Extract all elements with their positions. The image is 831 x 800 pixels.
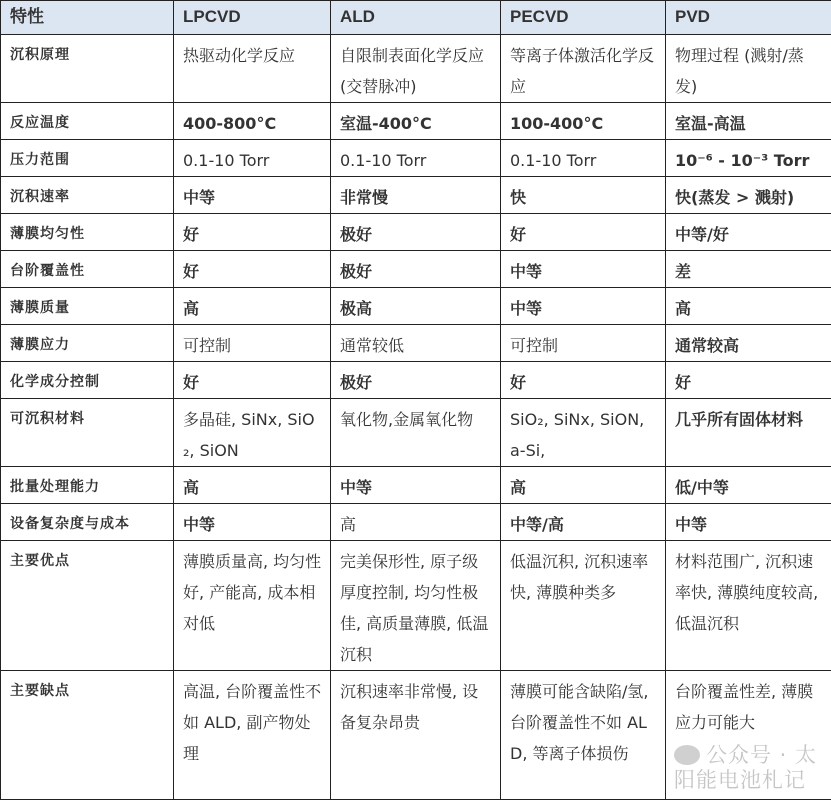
- table-row: [1, 103, 831, 140]
- value-cell: [501, 362, 666, 399]
- value-text: 高: [510, 478, 526, 497]
- value-text: 0.1-10 Torr: [183, 151, 269, 170]
- value-cell: [501, 541, 666, 671]
- value-text: 中等: [340, 478, 372, 497]
- table-row: [1, 251, 831, 288]
- value-text: 快(蒸发 > 溅射): [675, 188, 794, 207]
- feature-cell: [1, 288, 174, 325]
- value-cell: [331, 177, 501, 214]
- value-cell: [666, 504, 831, 541]
- value-cell: [331, 251, 501, 288]
- value-cell: [331, 504, 501, 541]
- value-cell: [174, 467, 331, 504]
- value-cell: [331, 103, 501, 140]
- header-label: LPCVD: [183, 7, 241, 26]
- value-cell: [331, 541, 501, 671]
- feature-cell: [1, 103, 174, 140]
- header-cell: [501, 1, 666, 35]
- value-text: 低温沉积, 沉积速率快, 薄膜种类多: [510, 552, 648, 602]
- value-cell: [331, 35, 501, 103]
- value-text: 中等: [183, 188, 215, 207]
- value-text: 400-800°C: [183, 114, 276, 133]
- value-cell: [174, 103, 331, 140]
- value-cell: [501, 35, 666, 103]
- feature-label: 设备复杂度与成本: [10, 516, 130, 532]
- value-text: 多晶硅, SiNx, SiO₂, SiON: [183, 410, 315, 460]
- value-text: 沉积速率非常慢, 设备复杂昂贵: [340, 682, 478, 732]
- feature-cell: [1, 671, 174, 800]
- feature-cell: [1, 399, 174, 467]
- value-text: 极高: [340, 299, 372, 318]
- value-cell: [501, 671, 666, 800]
- value-cell: [174, 177, 331, 214]
- value-cell: [331, 671, 501, 800]
- feature-cell: [1, 140, 174, 177]
- feature-label: 薄膜质量: [10, 300, 70, 316]
- value-text: 低/中等: [675, 478, 729, 497]
- value-cell: [331, 399, 501, 467]
- value-text: 非常慢: [340, 188, 388, 207]
- value-text: 通常较高: [675, 336, 739, 355]
- feature-label: 沉积速率: [10, 189, 70, 205]
- feature-label: 化学成分控制: [10, 374, 100, 390]
- feature-cell: [1, 504, 174, 541]
- value-text: 好: [510, 225, 526, 244]
- value-cell: [666, 214, 831, 251]
- value-text: 0.1-10 Torr: [510, 151, 596, 170]
- value-cell: [174, 504, 331, 541]
- value-cell: [666, 177, 831, 214]
- table-row: [1, 399, 831, 467]
- value-cell: [174, 671, 331, 800]
- feature-cell: [1, 541, 174, 671]
- table-row: [1, 504, 831, 541]
- value-text: 材料范围广, 沉积速率快, 薄膜纯度较高, 低温沉积: [675, 552, 818, 633]
- value-cell: [501, 399, 666, 467]
- value-text: 0.1-10 Torr: [340, 151, 426, 170]
- table-row: [1, 140, 831, 177]
- value-text: 台阶覆盖性差, 薄膜应力可能大: [675, 682, 813, 732]
- value-text: 好: [510, 373, 526, 392]
- value-cell: [666, 103, 831, 140]
- value-text: 高: [340, 515, 356, 534]
- value-text: 自限制表面化学反应 (交替脉冲): [340, 46, 484, 96]
- header-cell: [174, 1, 331, 35]
- value-text: 高: [675, 299, 691, 318]
- value-text: 中等/好: [675, 225, 729, 244]
- feature-cell: [1, 214, 174, 251]
- value-cell: [174, 288, 331, 325]
- feature-cell: [1, 325, 174, 362]
- value-text: 物理过程 (溅射/蒸发): [675, 46, 804, 96]
- value-cell: [174, 140, 331, 177]
- value-cell: [666, 671, 831, 800]
- value-cell: [666, 467, 831, 504]
- value-cell: [666, 325, 831, 362]
- value-cell: [501, 214, 666, 251]
- header-label: 特性: [10, 7, 44, 26]
- feature-cell: [1, 362, 174, 399]
- feature-label: 薄膜应力: [10, 337, 70, 353]
- value-cell: [331, 214, 501, 251]
- value-text: 可控制: [510, 336, 558, 355]
- value-cell: [666, 362, 831, 399]
- value-cell: [501, 325, 666, 362]
- value-cell: [174, 362, 331, 399]
- header-cell: [1, 1, 174, 35]
- value-cell: [331, 288, 501, 325]
- value-cell: [501, 504, 666, 541]
- value-text: 薄膜质量高, 均匀性好, 产能高, 成本相对低: [183, 552, 321, 633]
- table-row: [1, 177, 831, 214]
- value-text: 氧化物,金属氧化物: [340, 410, 473, 429]
- value-text: 极好: [340, 262, 372, 281]
- value-text: 通常较低: [340, 336, 404, 355]
- value-text: 高温, 台阶覆盖性不如 ALD, 副产物处理: [183, 682, 321, 763]
- feature-label: 反应温度: [10, 115, 70, 131]
- value-text: 可控制: [183, 336, 231, 355]
- value-text: 中等: [675, 515, 707, 534]
- value-text: SiO₂, SiNx, SiON, a-Si,: [510, 410, 644, 460]
- value-text: 100-400°C: [510, 114, 603, 133]
- table-row: [1, 325, 831, 362]
- feature-label: 台阶覆盖性: [10, 263, 85, 279]
- value-text: 极好: [340, 225, 372, 244]
- value-text: 几乎所有固体材料: [675, 410, 803, 429]
- value-text: 好: [183, 373, 199, 392]
- value-cell: [174, 35, 331, 103]
- feature-label: 薄膜均匀性: [10, 226, 85, 242]
- value-cell: [174, 214, 331, 251]
- value-text: 完美保形性, 原子级厚度控制, 均匀性极佳, 高质量薄膜, 低温沉积: [340, 552, 488, 664]
- table-row: [1, 467, 831, 504]
- value-text: 快: [510, 188, 526, 207]
- feature-label: 主要缺点: [10, 683, 70, 699]
- value-text: 好: [183, 225, 199, 244]
- table-row: [1, 671, 831, 800]
- value-text: 热驱动化学反应: [183, 46, 295, 65]
- feature-cell: [1, 467, 174, 504]
- value-cell: [174, 399, 331, 467]
- feature-label: 批量处理能力: [10, 479, 100, 495]
- value-text: 高: [183, 478, 199, 497]
- value-text: 等离子体激活化学反应: [510, 46, 654, 96]
- value-text: 中等: [510, 262, 542, 281]
- value-text: 中等/高: [510, 515, 564, 534]
- value-text: 室温-400°C: [340, 114, 432, 133]
- feature-cell: [1, 177, 174, 214]
- value-cell: [666, 288, 831, 325]
- table-row: [1, 541, 831, 671]
- value-cell: [666, 140, 831, 177]
- value-text: 10⁻⁶ - 10⁻³ Torr: [675, 151, 809, 170]
- value-cell: [666, 251, 831, 288]
- feature-cell: [1, 35, 174, 103]
- value-cell: [331, 467, 501, 504]
- value-cell: [331, 325, 501, 362]
- table-row: [1, 35, 831, 103]
- value-text: 差: [675, 262, 691, 281]
- header-label: ALD: [340, 7, 375, 26]
- value-cell: [174, 541, 331, 671]
- header-cell: [666, 1, 831, 35]
- feature-cell: [1, 251, 174, 288]
- header-label: PVD: [675, 7, 710, 26]
- value-text: 薄膜可能含缺陷/氢, 台阶覆盖性不如 ALD, 等离子体损伤: [510, 682, 648, 763]
- value-text: 中等: [183, 515, 215, 534]
- value-text: 好: [675, 373, 691, 392]
- value-cell: [501, 140, 666, 177]
- feature-label: 沉积原理: [10, 47, 70, 63]
- header-cell: [331, 1, 501, 35]
- value-text: 高: [183, 299, 199, 318]
- feature-label: 可沉积材料: [10, 411, 85, 427]
- value-text: 室温-高温: [675, 114, 746, 133]
- value-text: 好: [183, 262, 199, 281]
- feature-label: 主要优点: [10, 553, 70, 569]
- value-cell: [331, 362, 501, 399]
- value-text: 中等: [510, 299, 542, 318]
- table-row: [1, 214, 831, 251]
- value-cell: [666, 399, 831, 467]
- value-cell: [174, 325, 331, 362]
- value-cell: [501, 103, 666, 140]
- value-cell: [501, 288, 666, 325]
- value-cell: [666, 541, 831, 671]
- value-cell: [174, 251, 331, 288]
- feature-label: 压力范围: [10, 152, 70, 168]
- value-cell: [666, 35, 831, 103]
- value-cell: [331, 140, 501, 177]
- wechat-icon: [674, 745, 700, 765]
- watermark-text: 公众号 · 太阳能电池札记: [674, 743, 817, 792]
- value-cell: [501, 177, 666, 214]
- watermark: [674, 743, 824, 793]
- header-label: PECVD: [510, 7, 569, 26]
- value-cell: [501, 467, 666, 504]
- table-row: [1, 288, 831, 325]
- value-text: 极好: [340, 373, 372, 392]
- table-row: [1, 362, 831, 399]
- value-cell: [501, 251, 666, 288]
- header-row: [1, 1, 831, 35]
